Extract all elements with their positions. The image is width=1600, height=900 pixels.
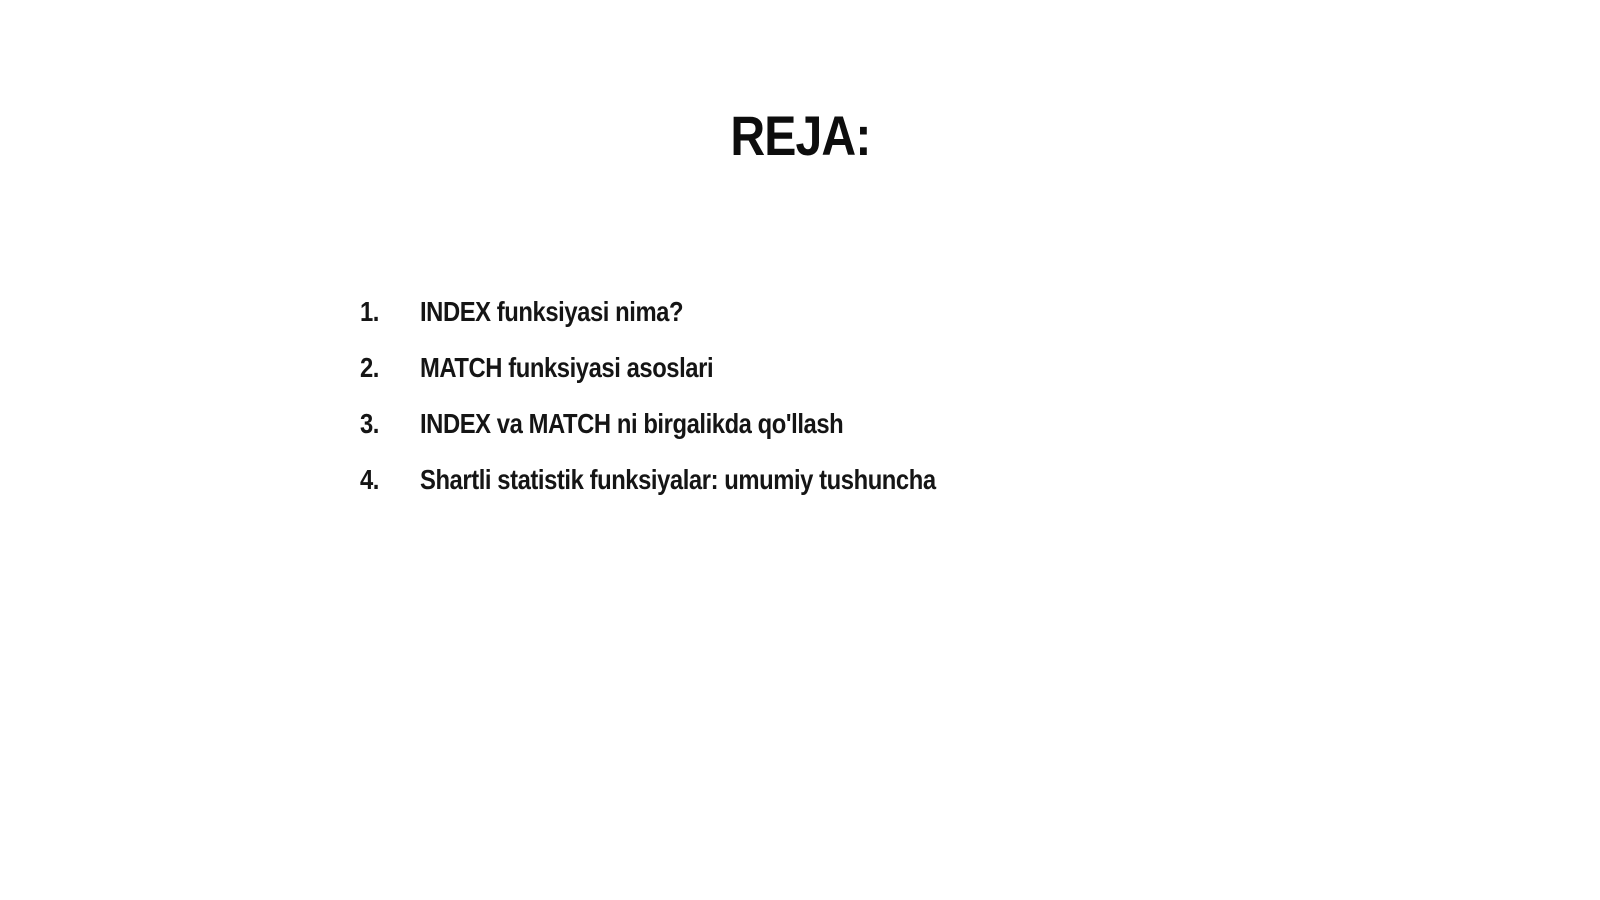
agenda-item-text: MATCH funksiyasi asoslari [420, 352, 714, 383]
agenda-item-3 [360, 396, 1027, 452]
agenda-item-number: 2. [360, 352, 380, 383]
agenda-item-number: 4. [360, 464, 380, 495]
agenda-item-text: Shartli statistik funksiyalar: umumiy tushuncha [420, 464, 936, 495]
agenda-item-text: INDEX funksiyasi nima? [420, 296, 684, 327]
agenda-item-2 [360, 340, 1027, 396]
slide-title: REJA: [730, 104, 871, 167]
agenda-list [360, 284, 1027, 508]
agenda-item-4 [360, 452, 1027, 508]
agenda-item-number: 1. [360, 296, 380, 327]
agenda-item-1 [360, 284, 1027, 340]
agenda-item-text: INDEX va MATCH ni birgalikda qo'llash [420, 408, 844, 439]
agenda-item-number: 3. [360, 408, 380, 439]
